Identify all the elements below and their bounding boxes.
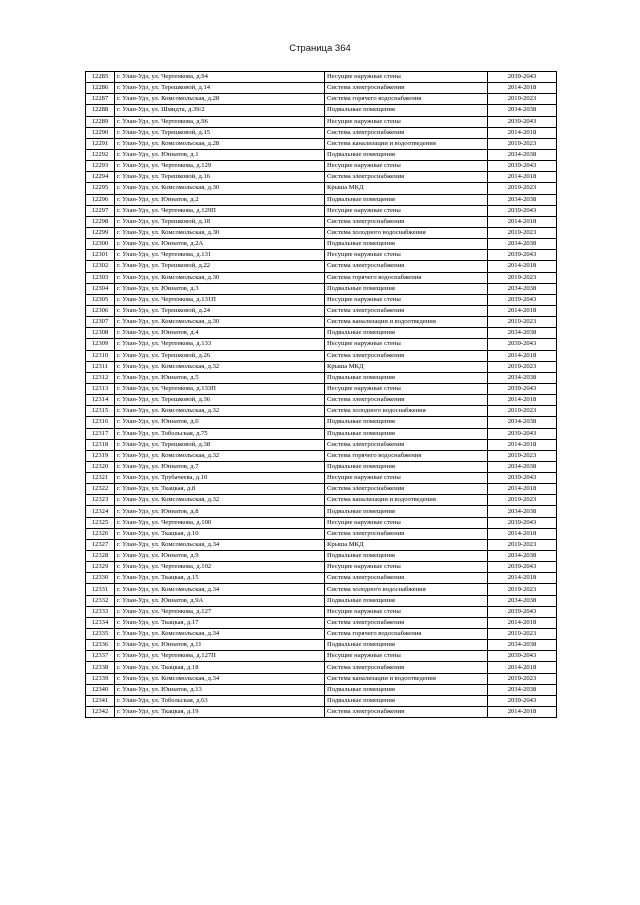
- address-cell: г. Улан-Удэ, ул. Комсомольская, д.34: [115, 673, 325, 684]
- period-cell: 2034-2038: [488, 551, 557, 562]
- period-cell: 2039-2043: [488, 562, 557, 573]
- row-number: 12300: [86, 239, 115, 250]
- register-table-body: [86, 72, 557, 718]
- row-number: 12334: [86, 617, 115, 628]
- work-type-cell: Система электроснабжения: [325, 707, 488, 718]
- table-row: [86, 684, 557, 695]
- period-cell: 2019-2023: [488, 584, 557, 595]
- address-cell: г. Улан-Удэ, ул. Комсомольская, д.32: [115, 406, 325, 417]
- table-row: [86, 495, 557, 506]
- row-number: 12307: [86, 317, 115, 328]
- period-cell: 2019-2023: [488, 673, 557, 684]
- period-cell: 2034-2038: [488, 194, 557, 205]
- address-cell: г. Улан-Удэ, ул. Комсомольская, д.30: [115, 227, 325, 238]
- table-row: [86, 439, 557, 450]
- period-cell: 2034-2038: [488, 417, 557, 428]
- work-type-cell: Несущие наружные стены: [325, 72, 488, 83]
- table-row: [86, 250, 557, 261]
- address-cell: г. Улан-Удэ, ул. Юннатов, д.5: [115, 372, 325, 383]
- table-row: [86, 395, 557, 406]
- table-row: [86, 105, 557, 116]
- row-number: 12335: [86, 629, 115, 640]
- address-cell: г. Улан-Удэ, ул. Юннатов, д.4: [115, 328, 325, 339]
- address-cell: г. Улан-Удэ, ул. Чертенкова, д.102: [115, 562, 325, 573]
- page-header: Страница 364: [289, 43, 351, 54]
- work-type-cell: Несущие наружные стены: [325, 517, 488, 528]
- address-cell: г. Улан-Удэ, ул. Комсомольская, д.32: [115, 361, 325, 372]
- row-number: 12317: [86, 428, 115, 439]
- period-cell: 2019-2023: [488, 406, 557, 417]
- period-cell: 2019-2023: [488, 183, 557, 194]
- period-cell: 2034-2038: [488, 684, 557, 695]
- table-row: [86, 205, 557, 216]
- row-number: 12303: [86, 272, 115, 283]
- table-row: [86, 461, 557, 472]
- period-cell: 2014-2018: [488, 127, 557, 138]
- address-cell: г. Улан-Удэ, ул. Тобольская, д.75: [115, 428, 325, 439]
- period-cell: 2034-2038: [488, 640, 557, 651]
- row-number: 12287: [86, 94, 115, 105]
- row-number: 12293: [86, 161, 115, 172]
- row-number: 12296: [86, 194, 115, 205]
- period-cell: 2034-2038: [488, 105, 557, 116]
- table-row: [86, 372, 557, 383]
- table-row: [86, 116, 557, 127]
- table-row: [86, 428, 557, 439]
- address-cell: г. Улан-Удэ, ул. Юннатов, д.6: [115, 417, 325, 428]
- table-row: [86, 361, 557, 372]
- row-number: 12320: [86, 461, 115, 472]
- row-number: 12304: [86, 283, 115, 294]
- work-type-cell: Система электроснабжения: [325, 573, 488, 584]
- period-cell: 2014-2018: [488, 662, 557, 673]
- period-cell: 2039-2043: [488, 606, 557, 617]
- row-number: 12318: [86, 439, 115, 450]
- table-row: [86, 383, 557, 394]
- work-type-cell: Несущие наружные стены: [325, 205, 488, 216]
- work-type-cell: Система электроснабжения: [325, 127, 488, 138]
- row-number: 12294: [86, 172, 115, 183]
- address-cell: г. Улан-Удэ, ул. Чертенкова, д.129П: [115, 205, 325, 216]
- period-cell: 2034-2038: [488, 239, 557, 250]
- work-type-cell: Система холодного водоснабжения: [325, 584, 488, 595]
- table-row: [86, 551, 557, 562]
- row-number: 12316: [86, 417, 115, 428]
- work-type-cell: Подвальные помещения: [325, 551, 488, 562]
- address-cell: г. Улан-Удэ, ул. Чертенкова, д.131: [115, 250, 325, 261]
- row-number: 12285: [86, 72, 115, 83]
- row-number: 12314: [86, 395, 115, 406]
- address-cell: г. Улан-Удэ, ул. Комсомольская, д.30: [115, 272, 325, 283]
- address-cell: г. Улан-Удэ, ул. Юннатов, д.8: [115, 506, 325, 517]
- row-number: 12291: [86, 138, 115, 149]
- address-cell: г. Улан-Удэ, ул. Ткацкая, д.10: [115, 528, 325, 539]
- table-row: [86, 272, 557, 283]
- period-cell: 2014-2018: [488, 83, 557, 94]
- address-cell: г. Улан-Удэ, ул. Юннатов, д.1: [115, 149, 325, 160]
- period-cell: 2039-2043: [488, 161, 557, 172]
- address-cell: г. Улан-Удэ, ул. Чертенкова, д.127: [115, 606, 325, 617]
- table-row: [86, 227, 557, 238]
- table-row: [86, 149, 557, 160]
- period-cell: 2039-2043: [488, 339, 557, 350]
- period-cell: 2019-2023: [488, 94, 557, 105]
- table-row: [86, 617, 557, 628]
- table-row: [86, 305, 557, 316]
- work-type-cell: Система электроснабжения: [325, 439, 488, 450]
- period-cell: 2014-2018: [488, 395, 557, 406]
- row-number: 12292: [86, 149, 115, 160]
- table-row: [86, 562, 557, 573]
- row-number: 12332: [86, 595, 115, 606]
- work-type-cell: Подвальные помещения: [325, 684, 488, 695]
- work-type-cell: Система электроснабжения: [325, 617, 488, 628]
- row-number: 12290: [86, 127, 115, 138]
- period-cell: 2039-2043: [488, 428, 557, 439]
- work-type-cell: Система канализации и водоотведения: [325, 317, 488, 328]
- period-cell: 2019-2023: [488, 361, 557, 372]
- row-number: 12329: [86, 562, 115, 573]
- table-row: [86, 261, 557, 272]
- address-cell: г. Улан-Удэ, ул. Юннатов, д.2: [115, 194, 325, 205]
- address-cell: г. Улан-Удэ, ул. Тобольская, д.63: [115, 695, 325, 706]
- work-type-cell: Подвальные помещения: [325, 695, 488, 706]
- address-cell: г. Улан-Удэ, ул. Чертенкова, д.133П: [115, 383, 325, 394]
- table-row: [86, 138, 557, 149]
- address-cell: г. Улан-Удэ, ул. Юннатов, д.7: [115, 461, 325, 472]
- row-number: 12342: [86, 707, 115, 718]
- table-row: [86, 662, 557, 673]
- period-cell: 2014-2018: [488, 439, 557, 450]
- row-number: 12313: [86, 383, 115, 394]
- work-type-cell: Несущие наружные стены: [325, 562, 488, 573]
- address-cell: г. Улан-Удэ, ул. Терешковой, д.26: [115, 350, 325, 361]
- work-type-cell: Несущие наружные стены: [325, 473, 488, 484]
- table-row: [86, 473, 557, 484]
- table-row: [86, 317, 557, 328]
- work-type-cell: Система электроснабжения: [325, 83, 488, 94]
- row-number: 12306: [86, 305, 115, 316]
- address-cell: г. Улан-Удэ, ул. Терешковой, д.36: [115, 395, 325, 406]
- table-row: [86, 339, 557, 350]
- period-cell: 2014-2018: [488, 216, 557, 227]
- work-type-cell: Несущие наружные стены: [325, 250, 488, 261]
- row-number: 12297: [86, 205, 115, 216]
- period-cell: 2019-2023: [488, 272, 557, 283]
- work-type-cell: Система канализации и водоотведения: [325, 138, 488, 149]
- address-cell: г. Улан-Удэ, ул. Комсомольская, д.32: [115, 495, 325, 506]
- work-type-cell: Несущие наружные стены: [325, 161, 488, 172]
- work-type-cell: Несущие наружные стены: [325, 383, 488, 394]
- address-cell: г. Улан-Удэ, ул. Шмидта, д.39/2: [115, 105, 325, 116]
- row-number: 12327: [86, 539, 115, 550]
- table-row: [86, 72, 557, 83]
- work-type-cell: Подвальные помещения: [325, 640, 488, 651]
- period-cell: 2039-2043: [488, 116, 557, 127]
- address-cell: г. Улан-Удэ, ул. Комсомольская, д.30: [115, 183, 325, 194]
- address-cell: г. Улан-Удэ, ул. Терешковой, д.14: [115, 83, 325, 94]
- address-cell: г. Улан-Удэ, ул. Юннатов, д.3: [115, 283, 325, 294]
- period-cell: 2014-2018: [488, 261, 557, 272]
- row-number: 12315: [86, 406, 115, 417]
- period-cell: 2039-2043: [488, 72, 557, 83]
- table-row: [86, 294, 557, 305]
- work-type-cell: Несущие наружные стены: [325, 606, 488, 617]
- row-number: 12326: [86, 528, 115, 539]
- work-type-cell: Система электроснабжения: [325, 484, 488, 495]
- table-row: [86, 673, 557, 684]
- row-number: 12321: [86, 473, 115, 484]
- period-cell: 2039-2043: [488, 250, 557, 261]
- work-type-cell: Крыша МКД: [325, 361, 488, 372]
- period-cell: 2039-2043: [488, 383, 557, 394]
- row-number: 12302: [86, 261, 115, 272]
- row-number: 12289: [86, 116, 115, 127]
- work-type-cell: Крыша МКД: [325, 183, 488, 194]
- row-number: 12312: [86, 372, 115, 383]
- table-row: [86, 417, 557, 428]
- address-cell: г. Улан-Удэ, ул. Юннатов, д.9А: [115, 595, 325, 606]
- row-number: 12286: [86, 83, 115, 94]
- work-type-cell: Система горячего водоснабжения: [325, 629, 488, 640]
- table-row: [86, 127, 557, 138]
- row-number: 12319: [86, 450, 115, 461]
- work-type-cell: Подвальные помещения: [325, 428, 488, 439]
- address-cell: г. Улан-Удэ, ул. Чертенкова, д.127П: [115, 651, 325, 662]
- period-cell: 2014-2018: [488, 305, 557, 316]
- period-cell: 2039-2043: [488, 517, 557, 528]
- period-cell: 2014-2018: [488, 484, 557, 495]
- address-cell: г. Улан-Удэ, ул. Терешковой, д.16: [115, 172, 325, 183]
- work-type-cell: Подвальные помещения: [325, 239, 488, 250]
- period-cell: 2039-2043: [488, 294, 557, 305]
- address-cell: г. Улан-Удэ, ул. Чертенкова, д.96: [115, 116, 325, 127]
- row-number: 12308: [86, 328, 115, 339]
- row-number: 12305: [86, 294, 115, 305]
- address-cell: г. Улан-Удэ, ул. Комсомольская, д.34: [115, 539, 325, 550]
- table-row: [86, 528, 557, 539]
- register-table: [85, 71, 557, 718]
- table-row: [86, 695, 557, 706]
- address-cell: г. Улан-Удэ, ул. Чертенкова, д.133: [115, 339, 325, 350]
- work-type-cell: Подвальные помещения: [325, 149, 488, 160]
- period-cell: 2019-2023: [488, 227, 557, 238]
- period-cell: 2014-2018: [488, 617, 557, 628]
- work-type-cell: Система электроснабжения: [325, 216, 488, 227]
- period-cell: 2034-2038: [488, 328, 557, 339]
- row-number: 12324: [86, 506, 115, 517]
- period-cell: 2019-2023: [488, 629, 557, 640]
- table-row: [86, 328, 557, 339]
- table-row: [86, 484, 557, 495]
- period-cell: 2019-2023: [488, 317, 557, 328]
- work-type-cell: Система холодного водоснабжения: [325, 406, 488, 417]
- address-cell: г. Улан-Удэ, ул. Ткацкая, д.15: [115, 573, 325, 584]
- row-number: 12325: [86, 517, 115, 528]
- period-cell: 2019-2023: [488, 495, 557, 506]
- table-row: [86, 406, 557, 417]
- address-cell: г. Улан-Удэ, ул. Комсомольская, д.28: [115, 138, 325, 149]
- table-row: [86, 651, 557, 662]
- work-type-cell: Система электроснабжения: [325, 395, 488, 406]
- period-cell: 2034-2038: [488, 461, 557, 472]
- address-cell: г. Улан-Удэ, ул. Ткацкая, д.8: [115, 484, 325, 495]
- work-type-cell: Подвальные помещения: [325, 372, 488, 383]
- row-number: 12310: [86, 350, 115, 361]
- period-cell: 2014-2018: [488, 707, 557, 718]
- period-cell: 2039-2043: [488, 695, 557, 706]
- period-cell: 2034-2038: [488, 506, 557, 517]
- period-cell: 2034-2038: [488, 372, 557, 383]
- period-cell: 2034-2038: [488, 283, 557, 294]
- period-cell: 2039-2043: [488, 473, 557, 484]
- period-cell: 2014-2018: [488, 172, 557, 183]
- table-row: [86, 450, 557, 461]
- address-cell: г. Улан-Удэ, ул. Юннатов, д.2А: [115, 239, 325, 250]
- table-row: [86, 183, 557, 194]
- period-cell: 2019-2023: [488, 450, 557, 461]
- work-type-cell: Крыша МКД: [325, 539, 488, 550]
- address-cell: г. Улан-Удэ, ул. Комсомольская, д.34: [115, 584, 325, 595]
- period-cell: 2019-2023: [488, 539, 557, 550]
- table-row: [86, 640, 557, 651]
- work-type-cell: Подвальные помещения: [325, 283, 488, 294]
- table-row: [86, 517, 557, 528]
- table-row: [86, 161, 557, 172]
- address-cell: г. Улан-Удэ, ул. Комсомольская, д.28: [115, 94, 325, 105]
- work-type-cell: Подвальные помещения: [325, 417, 488, 428]
- table-row: [86, 172, 557, 183]
- work-type-cell: Система электроснабжения: [325, 350, 488, 361]
- period-cell: 2034-2038: [488, 149, 557, 160]
- table-row: [86, 707, 557, 718]
- address-cell: г. Улан-Удэ, ул. Чертенкова, д.131П: [115, 294, 325, 305]
- table-row: [86, 606, 557, 617]
- address-cell: г. Улан-Удэ, ул. Комсомольская, д.34: [115, 629, 325, 640]
- row-number: 12330: [86, 573, 115, 584]
- address-cell: г. Улан-Удэ, ул. Чертенкова, д.94: [115, 72, 325, 83]
- work-type-cell: Система электроснабжения: [325, 528, 488, 539]
- address-cell: г. Улан-Удэ, ул. Терешковой, д.24: [115, 305, 325, 316]
- period-cell: 2019-2023: [488, 138, 557, 149]
- row-number: 12341: [86, 695, 115, 706]
- table-row: [86, 83, 557, 94]
- table-row: [86, 584, 557, 595]
- work-type-cell: Подвальные помещения: [325, 194, 488, 205]
- row-number: 12333: [86, 606, 115, 617]
- work-type-cell: Подвальные помещения: [325, 105, 488, 116]
- table-row: [86, 539, 557, 550]
- address-cell: г. Улан-Удэ, ул. Юннатов, д.11: [115, 640, 325, 651]
- address-cell: г. Улан-Удэ, ул. Юннатов, д.9: [115, 551, 325, 562]
- address-cell: г. Улан-Удэ, ул. Терешковой, д.18: [115, 216, 325, 227]
- address-cell: г. Улан-Удэ, ул. Терешковой, д.22: [115, 261, 325, 272]
- work-type-cell: Подвальные помещения: [325, 461, 488, 472]
- row-number: 12309: [86, 339, 115, 350]
- period-cell: 2014-2018: [488, 528, 557, 539]
- address-cell: г. Улан-Удэ, ул. Терешковой, д.15: [115, 127, 325, 138]
- row-number: 12288: [86, 105, 115, 116]
- work-type-cell: Несущие наружные стены: [325, 294, 488, 305]
- row-number: 12340: [86, 684, 115, 695]
- work-type-cell: Система холодного водоснабжения: [325, 227, 488, 238]
- work-type-cell: Система электроснабжения: [325, 662, 488, 673]
- table-row: [86, 506, 557, 517]
- address-cell: г. Улан-Удэ, ул. Трубачеева, д.10: [115, 473, 325, 484]
- row-number: 12301: [86, 250, 115, 261]
- table-row: [86, 216, 557, 227]
- table-row: [86, 595, 557, 606]
- period-cell: 2014-2018: [488, 350, 557, 361]
- row-number: 12311: [86, 361, 115, 372]
- work-type-cell: Система горячего водоснабжения: [325, 450, 488, 461]
- address-cell: г. Улан-Удэ, ул. Юннатов, д.13: [115, 684, 325, 695]
- row-number: 12328: [86, 551, 115, 562]
- address-cell: г. Улан-Удэ, ул. Терешковой, д.38: [115, 439, 325, 450]
- address-cell: г. Улан-Удэ, ул. Комсомольская, д.32: [115, 450, 325, 461]
- address-cell: г. Улан-Удэ, ул. Чертенкова, д.100: [115, 517, 325, 528]
- address-cell: г. Улан-Удэ, ул. Комсомольская, д.30: [115, 317, 325, 328]
- table-row: [86, 194, 557, 205]
- period-cell: 2034-2038: [488, 595, 557, 606]
- work-type-cell: Подвальные помещения: [325, 328, 488, 339]
- table-row: [86, 94, 557, 105]
- row-number: 12339: [86, 673, 115, 684]
- table-row: [86, 573, 557, 584]
- work-type-cell: Система канализации и водоотведения: [325, 495, 488, 506]
- period-cell: 2014-2018: [488, 573, 557, 584]
- period-cell: 2039-2043: [488, 205, 557, 216]
- work-type-cell: Несущие наружные стены: [325, 339, 488, 350]
- table-row: [86, 283, 557, 294]
- address-cell: г. Улан-Удэ, ул. Ткацкая, д.19: [115, 707, 325, 718]
- row-number: 12331: [86, 584, 115, 595]
- row-number: 12295: [86, 183, 115, 194]
- work-type-cell: Несущие наружные стены: [325, 116, 488, 127]
- row-number: 12298: [86, 216, 115, 227]
- table-row: [86, 350, 557, 361]
- work-type-cell: Подвальные помещения: [325, 506, 488, 517]
- work-type-cell: Система электроснабжения: [325, 261, 488, 272]
- work-type-cell: Система горячего водоснабжения: [325, 94, 488, 105]
- table-row: [86, 629, 557, 640]
- row-number: 12322: [86, 484, 115, 495]
- row-number: 12336: [86, 640, 115, 651]
- row-number: 12323: [86, 495, 115, 506]
- work-type-cell: Система электроснабжения: [325, 172, 488, 183]
- address-cell: г. Улан-Удэ, ул. Чертенкова, д.129: [115, 161, 325, 172]
- period-cell: 2039-2043: [488, 651, 557, 662]
- address-cell: г. Улан-Удэ, ул. Ткацкая, д.17: [115, 617, 325, 628]
- work-type-cell: Подвальные помещения: [325, 595, 488, 606]
- work-type-cell: Система горячего водоснабжения: [325, 272, 488, 283]
- row-number: 12337: [86, 651, 115, 662]
- work-type-cell: Система канализации и водоотведения: [325, 673, 488, 684]
- table-row: [86, 239, 557, 250]
- row-number: 12299: [86, 227, 115, 238]
- address-cell: г. Улан-Удэ, ул. Ткацкая, д.18: [115, 662, 325, 673]
- work-type-cell: Система электроснабжения: [325, 305, 488, 316]
- work-type-cell: Несущие наружные стены: [325, 651, 488, 662]
- row-number: 12338: [86, 662, 115, 673]
